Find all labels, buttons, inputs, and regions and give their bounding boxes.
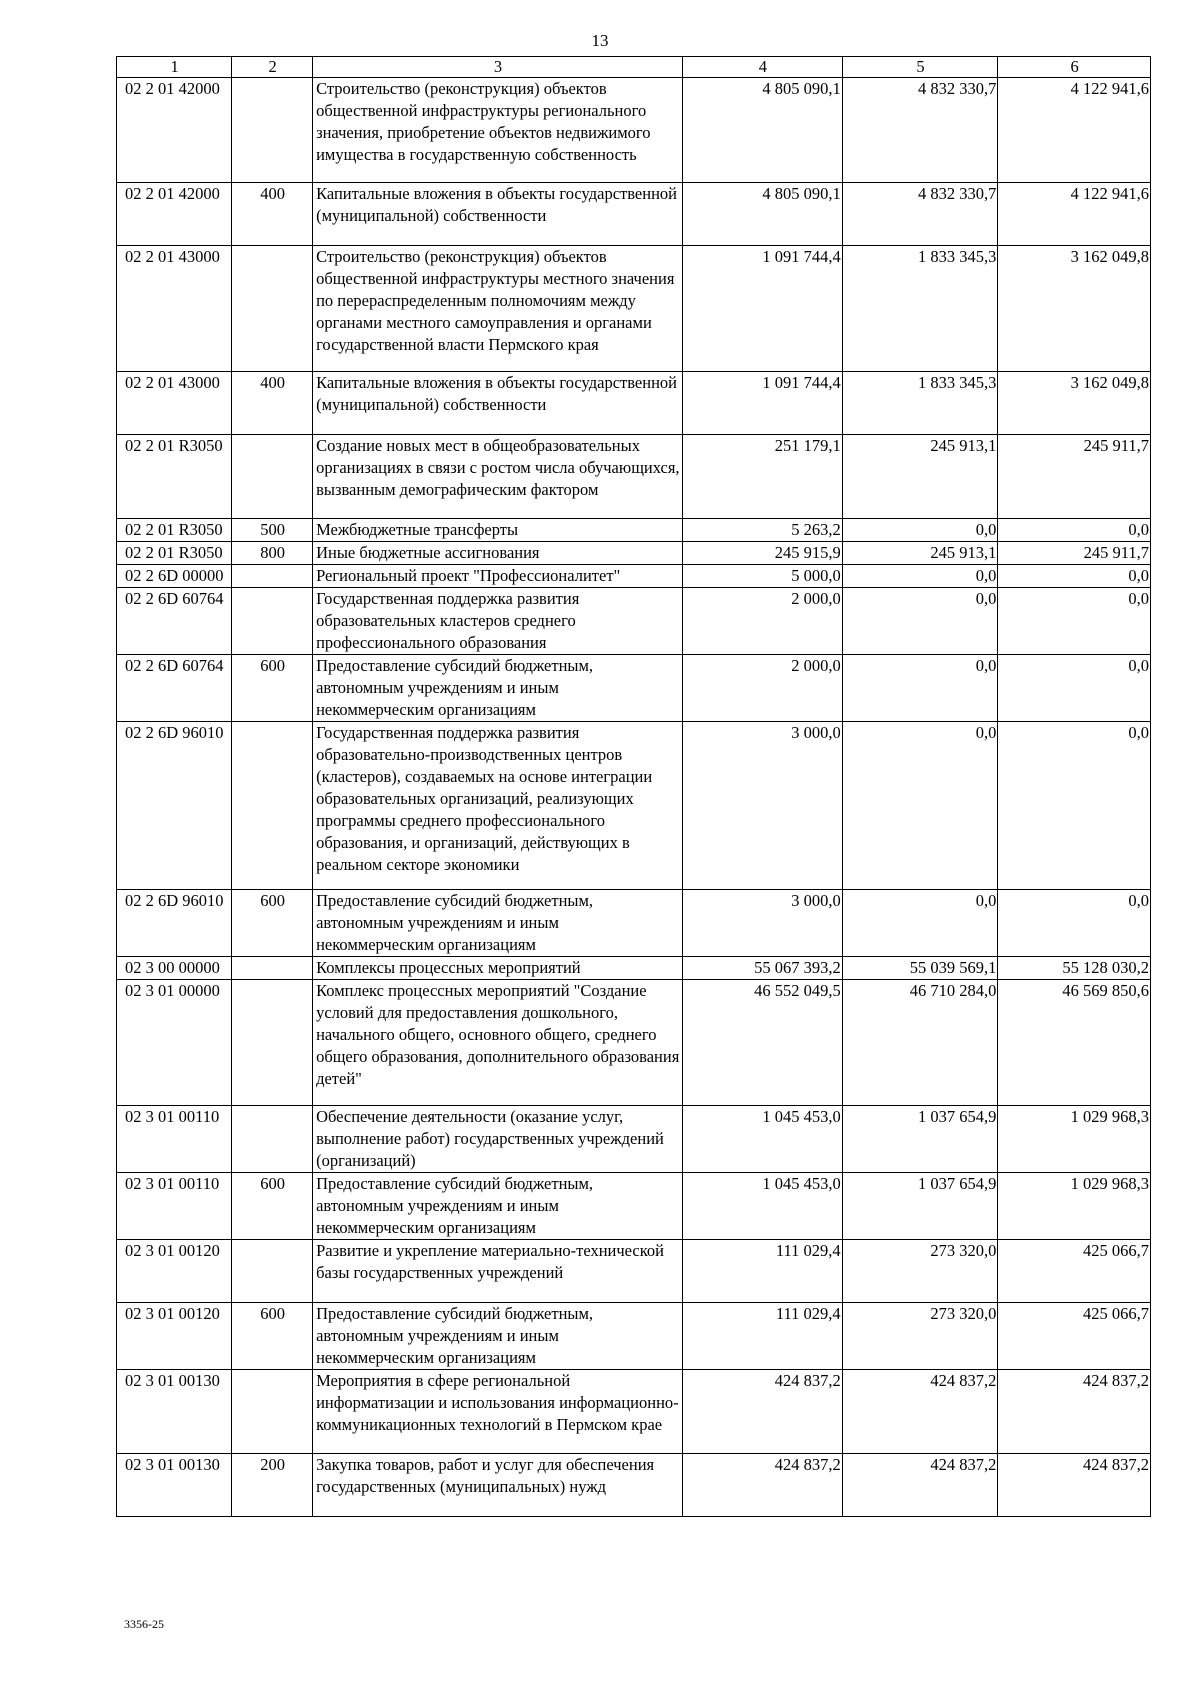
amount-year-2-cell: 0,0	[842, 655, 998, 722]
budget-code-cell: 02 3 01 00120	[117, 1240, 232, 1303]
table-row	[117, 1370, 1151, 1454]
expense-type-cell	[232, 1240, 313, 1303]
budget-code-cell: 02 3 01 00110	[117, 1106, 232, 1173]
amount-year-1-cell: 245 915,9	[683, 542, 843, 565]
budget-table	[116, 56, 1151, 1517]
table-row	[117, 1303, 1151, 1370]
item-name-cell: Развитие и укрепление материально-технической базы государственных учреждений	[313, 1240, 683, 1303]
budget-code-cell: 02 3 00 00000	[117, 957, 232, 980]
item-name-cell: Мероприятия в сфере региональной информатизации и использования информационно-коммуникационных технологий в Пермском крае	[313, 1370, 683, 1454]
table-row	[117, 183, 1151, 246]
expense-type-cell: 200	[232, 1454, 313, 1517]
item-name-cell: Комплекс процессных мероприятий "Создание условий для предоставления дошкольного, начального общего, основного общего, среднего общего образования, дополнительного образования детей"	[313, 980, 683, 1106]
budget-code-cell: 02 2 01 R3050	[117, 519, 232, 542]
item-name-cell: Предоставление субсидий бюджетным, автономным учреждениям и иным некоммерческим организациям	[313, 655, 683, 722]
table-row	[117, 435, 1151, 519]
amount-year-1-cell: 2 000,0	[683, 655, 843, 722]
amount-year-2-cell: 1 037 654,9	[842, 1173, 998, 1240]
amount-year-3-cell: 424 837,2	[998, 1454, 1151, 1517]
amount-year-2-cell: 245 913,1	[842, 542, 998, 565]
amount-year-3-cell: 424 837,2	[998, 1370, 1151, 1454]
amount-year-2-cell: 0,0	[842, 565, 998, 588]
item-name-cell: Предоставление субсидий бюджетным, автономным учреждениям и иным некоммерческим организациям	[313, 890, 683, 957]
budget-code-cell: 02 2 01 43000	[117, 246, 232, 372]
table-row	[117, 519, 1151, 542]
amount-year-1-cell: 1 091 744,4	[683, 372, 843, 435]
budget-code-cell: 02 3 01 00130	[117, 1454, 232, 1517]
amount-year-3-cell: 3 162 049,8	[998, 372, 1151, 435]
expense-type-cell: 400	[232, 372, 313, 435]
item-name-cell: Строительство (реконструкция) объектов общественной инфраструктуры регионального значения, приобретение объектов недвижимого имущества в государственную собственность	[313, 78, 683, 183]
budget-code-cell: 02 2 01 R3050	[117, 435, 232, 519]
item-name-cell: Капитальные вложения в объекты государственной (муниципальной) собственности	[313, 372, 683, 435]
amount-year-1-cell: 55 067 393,2	[683, 957, 843, 980]
table-row	[117, 890, 1151, 957]
budget-code-cell: 02 2 6D 96010	[117, 890, 232, 957]
item-name-cell: Создание новых мест в общеобразовательных организациях в связи с ростом числа обучающихся, вызванным демографическим фактором	[313, 435, 683, 519]
amount-year-2-cell: 273 320,0	[842, 1240, 998, 1303]
expense-type-cell	[232, 435, 313, 519]
column-header: 4	[683, 57, 843, 78]
budget-code-cell: 02 3 01 00110	[117, 1173, 232, 1240]
item-name-cell: Капитальные вложения в объекты государственной (муниципальной) собственности	[313, 183, 683, 246]
amount-year-3-cell: 245 911,7	[998, 435, 1151, 519]
table-row	[117, 246, 1151, 372]
amount-year-1-cell: 1 045 453,0	[683, 1106, 843, 1173]
expense-type-cell	[232, 246, 313, 372]
item-name-cell: Государственная поддержка развития образовательных кластеров среднего профессионального образования	[313, 588, 683, 655]
budget-code-cell: 02 2 01 42000	[117, 183, 232, 246]
amount-year-2-cell: 273 320,0	[842, 1303, 998, 1370]
amount-year-1-cell: 1 091 744,4	[683, 246, 843, 372]
table-row	[117, 1240, 1151, 1303]
expense-type-cell: 600	[232, 655, 313, 722]
budget-code-cell: 02 2 01 R3050	[117, 542, 232, 565]
amount-year-3-cell: 245 911,7	[998, 542, 1151, 565]
expense-type-cell	[232, 957, 313, 980]
item-name-cell: Комплексы процессных мероприятий	[313, 957, 683, 980]
amount-year-3-cell: 0,0	[998, 565, 1151, 588]
expense-type-cell	[232, 588, 313, 655]
amount-year-2-cell: 46 710 284,0	[842, 980, 998, 1106]
amount-year-3-cell: 4 122 941,6	[998, 78, 1151, 183]
amount-year-3-cell: 46 569 850,6	[998, 980, 1151, 1106]
table-row	[117, 542, 1151, 565]
table-row	[117, 565, 1151, 588]
table-row	[117, 1454, 1151, 1517]
expense-type-cell: 400	[232, 183, 313, 246]
amount-year-2-cell: 1 833 345,3	[842, 246, 998, 372]
amount-year-3-cell: 3 162 049,8	[998, 246, 1151, 372]
item-name-cell: Иные бюджетные ассигнования	[313, 542, 683, 565]
column-header: 2	[232, 57, 313, 78]
expense-type-cell	[232, 980, 313, 1106]
expense-type-cell: 500	[232, 519, 313, 542]
table-row	[117, 78, 1151, 183]
amount-year-2-cell: 0,0	[842, 890, 998, 957]
amount-year-2-cell: 0,0	[842, 722, 998, 890]
table-row	[117, 655, 1151, 722]
table-header-row	[117, 57, 1151, 78]
amount-year-1-cell: 424 837,2	[683, 1370, 843, 1454]
amount-year-1-cell: 4 805 090,1	[683, 78, 843, 183]
budget-code-cell: 02 3 01 00130	[117, 1370, 232, 1454]
amount-year-1-cell: 111 029,4	[683, 1303, 843, 1370]
item-name-cell: Предоставление субсидий бюджетным, автономным учреждениям и иным некоммерческим организациям	[313, 1303, 683, 1370]
amount-year-3-cell: 425 066,7	[998, 1240, 1151, 1303]
amount-year-2-cell: 0,0	[842, 588, 998, 655]
expense-type-cell: 600	[232, 1303, 313, 1370]
amount-year-3-cell: 55 128 030,2	[998, 957, 1151, 980]
column-header: 1	[117, 57, 232, 78]
page-number: 13	[591, 31, 609, 50]
item-name-cell: Предоставление субсидий бюджетным, автономным учреждениям и иным некоммерческим организациям	[313, 1173, 683, 1240]
amount-year-3-cell: 0,0	[998, 588, 1151, 655]
amount-year-3-cell: 1 029 968,3	[998, 1173, 1151, 1240]
amount-year-2-cell: 245 913,1	[842, 435, 998, 519]
amount-year-1-cell: 251 179,1	[683, 435, 843, 519]
amount-year-3-cell: 425 066,7	[998, 1303, 1151, 1370]
expense-type-cell	[232, 565, 313, 588]
expense-type-cell: 600	[232, 1173, 313, 1240]
amount-year-2-cell: 424 837,2	[842, 1370, 998, 1454]
amount-year-1-cell: 4 805 090,1	[683, 183, 843, 246]
amount-year-1-cell: 3 000,0	[683, 890, 843, 957]
budget-code-cell: 02 2 01 42000	[117, 78, 232, 183]
item-name-cell: Обеспечение деятельности (оказание услуг, выполнение работ) государственных учреждений (организаций)	[313, 1106, 683, 1173]
amount-year-2-cell: 0,0	[842, 519, 998, 542]
budget-code-cell: 02 2 6D 00000	[117, 565, 232, 588]
budget-code-cell: 02 2 6D 60764	[117, 588, 232, 655]
amount-year-1-cell: 5 263,2	[683, 519, 843, 542]
expense-type-cell	[232, 722, 313, 890]
amount-year-1-cell: 2 000,0	[683, 588, 843, 655]
amount-year-1-cell: 5 000,0	[683, 565, 843, 588]
document-number: 3356-25	[124, 1617, 164, 1631]
table-row	[117, 1173, 1151, 1240]
table-row	[117, 957, 1151, 980]
item-name-cell: Строительство (реконструкция) объектов общественной инфраструктуры местного значения по перераспределенным полномочиям между органами местного самоуправления и органами государственной власти Пермского края	[313, 246, 683, 372]
amount-year-1-cell: 1 045 453,0	[683, 1173, 843, 1240]
amount-year-2-cell: 4 832 330,7	[842, 183, 998, 246]
column-header: 3	[313, 57, 683, 78]
amount-year-1-cell: 424 837,2	[683, 1454, 843, 1517]
amount-year-1-cell: 111 029,4	[683, 1240, 843, 1303]
table-body	[117, 78, 1151, 1517]
budget-code-cell: 02 3 01 00000	[117, 980, 232, 1106]
item-name-cell: Государственная поддержка развития образовательно-производственных центров (кластеров), создаваемых на основе интеграции образовательных организаций, реализующих программы среднего профессионального образования, и организаций, действующих в реальном секторе экономики	[313, 722, 683, 890]
table-row	[117, 980, 1151, 1106]
amount-year-3-cell: 0,0	[998, 722, 1151, 890]
column-header: 5	[842, 57, 998, 78]
budget-code-cell: 02 3 01 00120	[117, 1303, 232, 1370]
amount-year-3-cell: 4 122 941,6	[998, 183, 1151, 246]
budget-code-cell: 02 2 6D 60764	[117, 655, 232, 722]
amount-year-3-cell: 0,0	[998, 890, 1151, 957]
item-name-cell: Региональный проект "Профессионалитет"	[313, 565, 683, 588]
amount-year-2-cell: 4 832 330,7	[842, 78, 998, 183]
item-name-cell: Межбюджетные трансферты	[313, 519, 683, 542]
expense-type-cell: 600	[232, 890, 313, 957]
table-row	[117, 1106, 1151, 1173]
table-row	[117, 588, 1151, 655]
expense-type-cell: 800	[232, 542, 313, 565]
table-row	[117, 722, 1151, 890]
amount-year-2-cell: 1 037 654,9	[842, 1106, 998, 1173]
item-name-cell: Закупка товаров, работ и услуг для обеспечения государственных (муниципальных) нужд	[313, 1454, 683, 1517]
budget-code-cell: 02 2 6D 96010	[117, 722, 232, 890]
amount-year-2-cell: 424 837,2	[842, 1454, 998, 1517]
expense-type-cell	[232, 1106, 313, 1173]
expense-type-cell	[232, 78, 313, 183]
amount-year-1-cell: 46 552 049,5	[683, 980, 843, 1106]
expense-type-cell	[232, 1370, 313, 1454]
amount-year-3-cell: 0,0	[998, 519, 1151, 542]
table-row	[117, 372, 1151, 435]
budget-code-cell: 02 2 01 43000	[117, 372, 232, 435]
amount-year-3-cell: 1 029 968,3	[998, 1106, 1151, 1173]
column-header: 6	[998, 57, 1151, 78]
amount-year-2-cell: 55 039 569,1	[842, 957, 998, 980]
amount-year-1-cell: 3 000,0	[683, 722, 843, 890]
amount-year-3-cell: 0,0	[998, 655, 1151, 722]
amount-year-2-cell: 1 833 345,3	[842, 372, 998, 435]
